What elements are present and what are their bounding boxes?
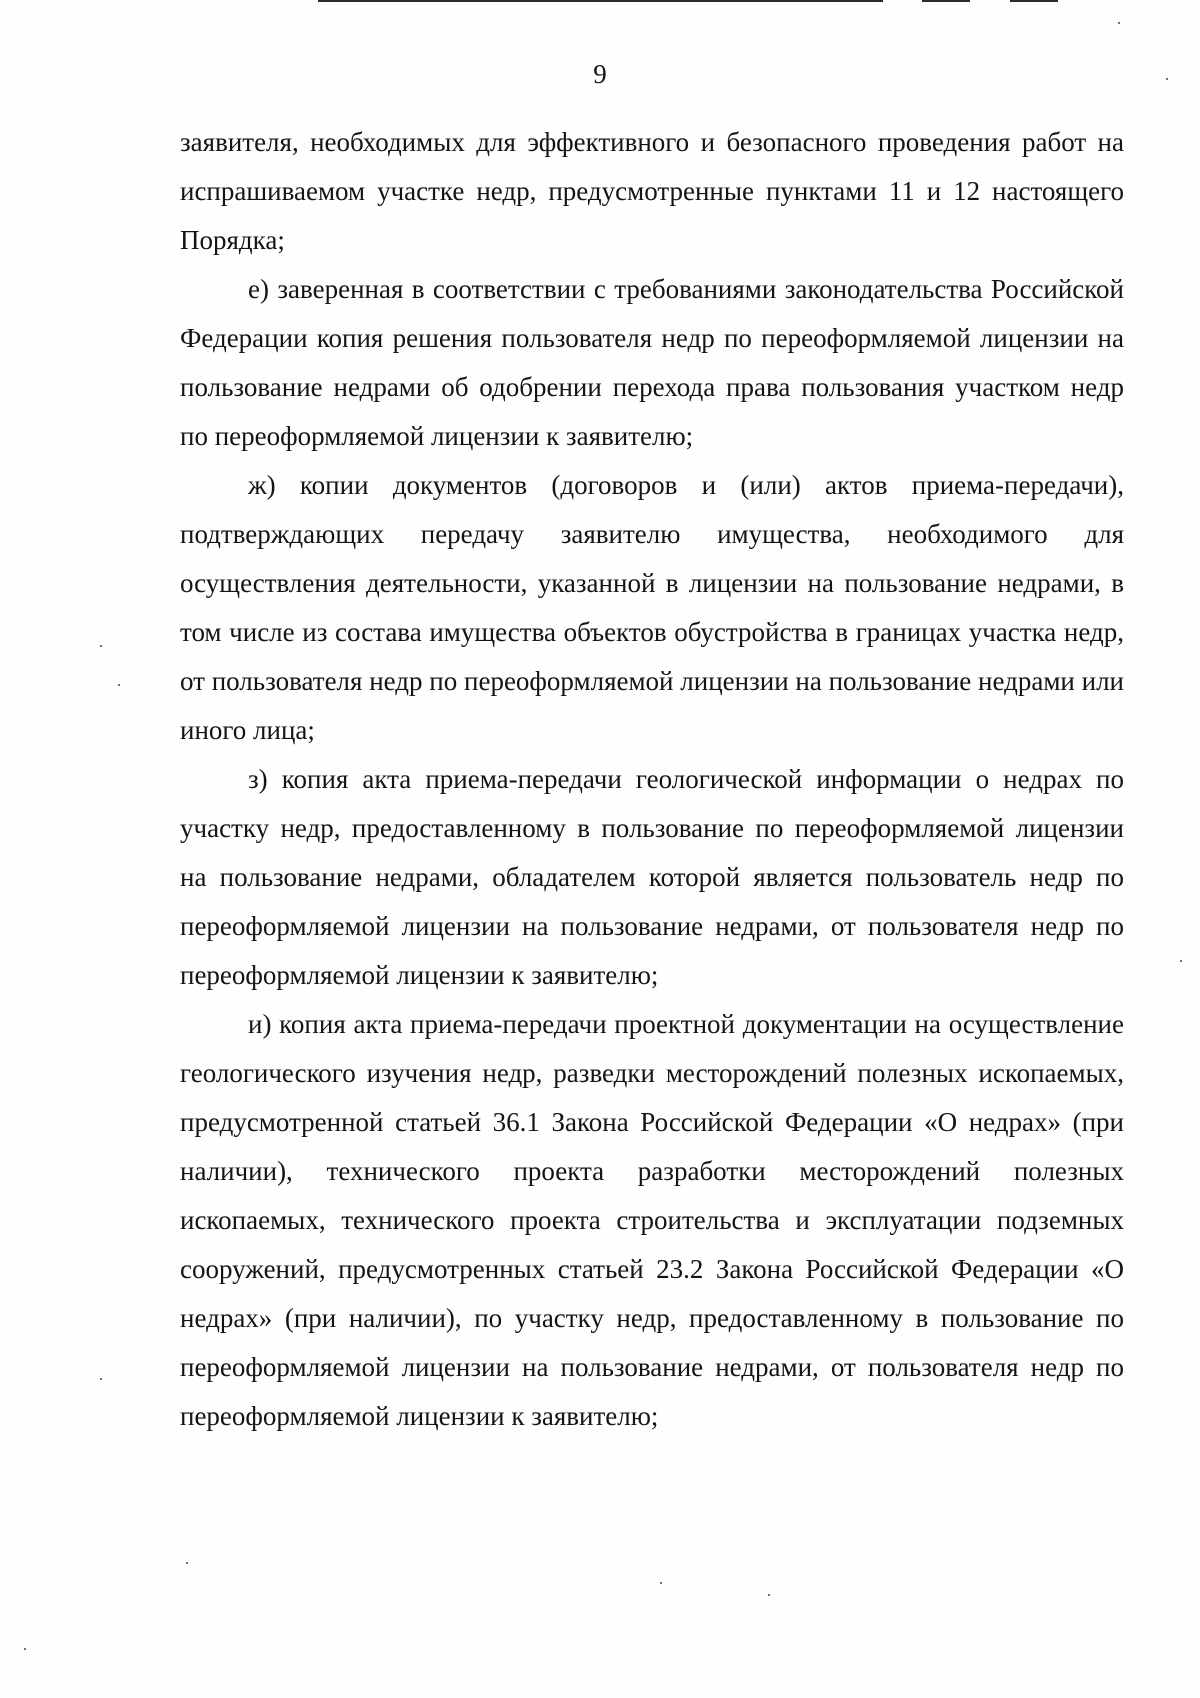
scan-speck	[100, 645, 102, 647]
top-edge-rule	[922, 0, 970, 2]
paragraph-item-zh: ж) копии документов (договоров и (или) актов приема-передачи), подтверждающих передачу заявителю имущества, необходимого для осуществления деятельности, указанной в лицензии на пользование недрами, в том числе из состава имущества объектов обустройства в границах участка недр, от пользователя недр по переоформляемой лицензии на пользование недрами или иного лица;	[180, 470, 1124, 745]
paragraph-item-e: е) заверенная в соответствии с требованиями законодательства Российской Федерации копия решения пользователя недр по переоформляемой лицензии на пользование недрами об одобрении перехода права пользования участком недр по переоформляемой лицензии к заявителю;	[180, 274, 1124, 451]
scan-speck	[100, 1378, 102, 1380]
top-edge-rule	[318, 0, 883, 2]
scan-speck	[186, 1562, 188, 1564]
scan-speck	[768, 1594, 770, 1596]
scan-speck	[118, 684, 120, 686]
scan-speck	[24, 1648, 26, 1650]
scan-speck	[1180, 960, 1182, 962]
top-edge-rule	[1010, 0, 1058, 2]
paragraph-item-z: з) копия акта приема-передачи геологической информации о недрах по участку недр, предоставленному в пользование по переоформляемой лицензии на пользование недрами, обладателем которой является пользователь недр по переоформляемой лицензии на пользование недрами, от пользователя недр по переоформляемой лицензии к заявителю;	[180, 764, 1124, 990]
paragraph-continuation: заявителя, необходимых для эффективного и безопасного проведения работ на испрашиваемом участке недр, предусмотренные пунктами 11 и 12 настоящего Порядка;	[180, 127, 1124, 255]
document-body	[180, 118, 1124, 1441]
page-number: 9	[593, 59, 607, 89]
scan-speck	[1118, 22, 1120, 24]
scan-speck	[660, 1582, 662, 1584]
paragraph-item-i: и) копия акта приема-передачи проектной документации на осуществление геологического изучения недр, разведки месторождений полезных ископаемых, предусмотренной статьей 36.1 Закона Российской Федерации «О недрах» (при наличии), технического проекта разработки месторождений полезных ископаемых, технического проекта строительства и эксплуатации подземных сооружений, предусмотренных статьей 23.2 Закона Российской Федерации «О недрах» (при наличии), по участку недр, предоставленному в пользование по переоформляемой лицензии на пользование недрами, от пользователя недр по переоформляемой лицензии к заявителю;	[180, 1009, 1124, 1431]
